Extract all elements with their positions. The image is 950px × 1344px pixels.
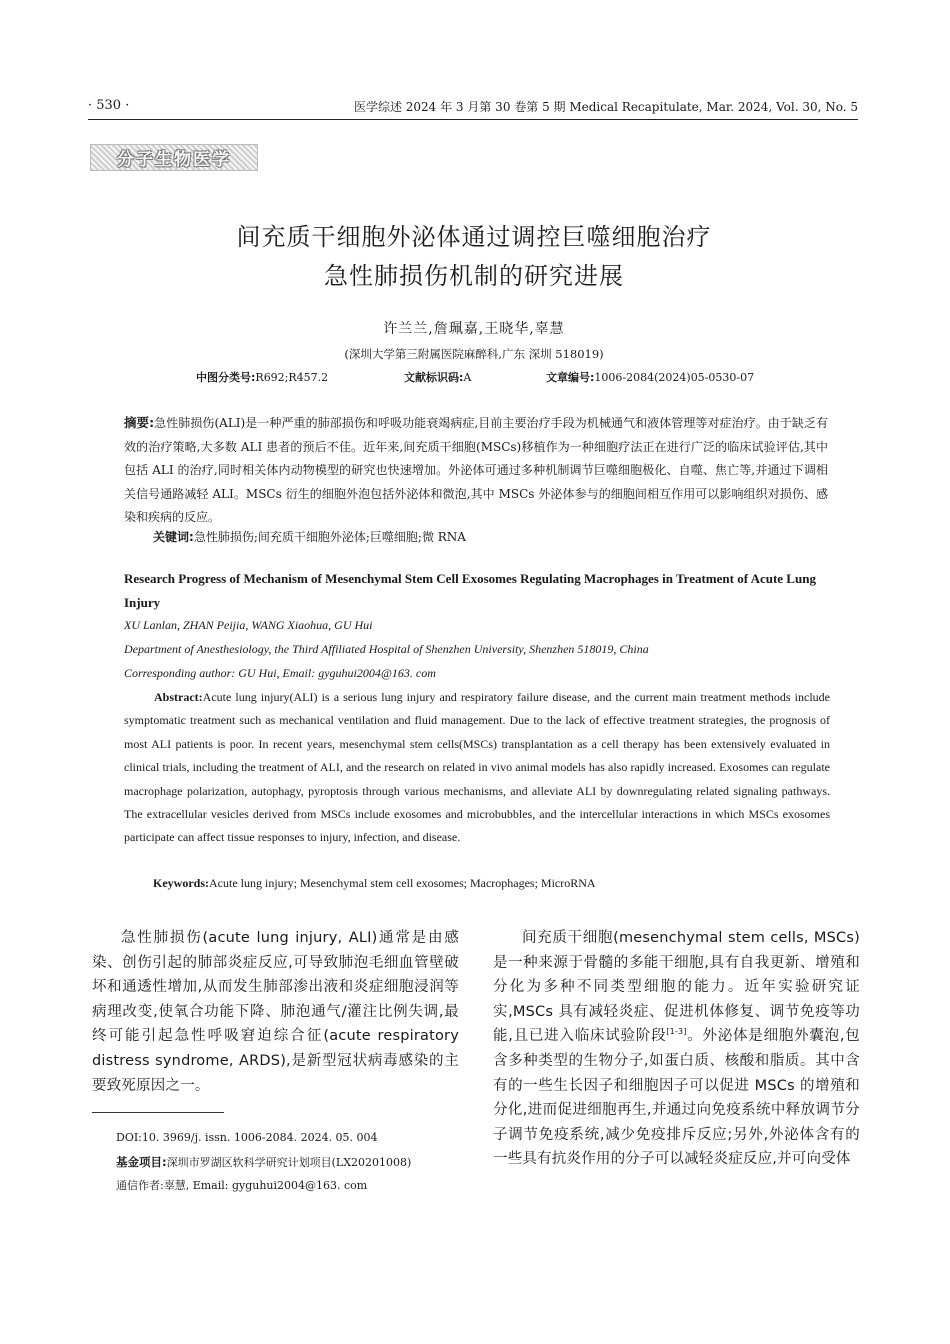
body-right-column xyxy=(493,926,860,1172)
authors: 许兰兰,詹珮嘉,王晓华,辜慧 xyxy=(383,321,565,337)
english-department: Department of Anesthesiology, the Third Affiliated Hospital of Shenzhen University, Shenzhen 518019, China xyxy=(124,642,649,656)
abstract-zh xyxy=(124,411,828,530)
footnote-rule xyxy=(92,1112,224,1113)
keywords-zh-label: 关键词: xyxy=(153,530,194,544)
abstract-en-label: Abstract: xyxy=(154,690,203,704)
doc-label: 文献标识码: xyxy=(404,371,464,384)
clc-number xyxy=(196,369,328,385)
abstract-en-text: Acute lung injury(ALI) is a serious lung injury and respiratory failure disease, and the current main treatment methods include symptomatic treatment such as mechanical ventilation and fluid management. Due to the lack of effective treatment strategies, the prognosis of most ALI patients is poor. In recent years, mesenchymal stem cells(MSCs) transplantation as a cell therapy has been extensively evaluated in clinical trials, including the treatment of ALI, and the research on related in vivo animal models has also rapidly increased. Exosomes can regulate macrophage polarization, autophagy, pyroptosis through various mechanisms, and alleviate ALI by downregulating related signaling pathways. The extracellular vesicles derived from MSCs include exosomes and microbubbles, and the intercellular interactions in which MSCs exosomes participate can affect tissue responses to injury, infection, and disease. xyxy=(124,690,830,845)
keywords-en xyxy=(153,876,596,891)
doc-value: A xyxy=(463,371,472,384)
footnote-corresponding: 通信作者:辜慧, Email: gyguhui2004@163. com xyxy=(116,1179,368,1192)
body-left-paragraph: 急性肺损伤(acute lung injury, ALI)通常是由感染、创伤引起的肺部炎症反应,可导致肺泡毛细血管壁破坏和通透性增加,从而发生肺部渗出液和炎症细胞浸润等病理改变,使氧合功能下降、肺泡通气/灌注比例失调,最终可能引起急性呼吸窘迫综合征(acute respiratory distress syndrome, ARDS),是新型冠状病毒感染的主要致死原因之一。 xyxy=(92,930,459,1094)
clc-value: R692;R457.2 xyxy=(255,371,329,384)
fund-label: 基金项目: xyxy=(116,1155,167,1169)
english-corresponding: Corresponding author: GU Hui, Email: gyguhui2004@163. com xyxy=(124,666,436,680)
article-number xyxy=(546,369,754,385)
body-right-part1: 间充质干细胞(mesenchymal stem cells, MSCs)是一种来源于骨髓的多能干细胞,具有自我更新、增殖和分化为多种不同类型细胞的能力。近年实验研究证实,MSCs 具有减轻炎症、促进机体修复、调节免疫等功能,且已进入临床试验阶段 xyxy=(493,930,860,1045)
title-line-1: 间充质干细胞外泌体通过调控巨噬细胞治疗 xyxy=(236,223,712,251)
abstract-zh-text: 急性肺损伤(ALI)是一种严重的肺部损伤和呼吸功能衰竭病症,目前主要治疗手段为机械通气和液体管理等对症治疗。由于缺乏有效的治疗策略,大多数 ALI 患者的预后不佳。近年来,间充质干细胞(MSCs)移植作为一种细胞疗法正在进行广泛的临床试验评估,其中包括 ALI 的治疗,同时相关体内动物模型的研究也快速增加。外泌体可通过多种机制调节巨噬细胞极化、自噬、焦亡等,并通过下调相关信号通路减轻 ALI。MSCs 衍生的细胞外泡包括外泌体和微泡,其中 MSCs 外泌体参与的细胞间相互作用可以影响组织对损伤、感染和疾病的反应。 xyxy=(124,416,828,524)
footnote-fund xyxy=(116,1154,411,1170)
keywords-en-label: Keywords: xyxy=(153,876,209,890)
keywords-zh xyxy=(153,528,466,545)
citation: [1-3] xyxy=(666,1027,687,1037)
section-tag xyxy=(90,144,258,171)
header-rule xyxy=(88,119,858,120)
article-label: 文章编号: xyxy=(546,371,595,384)
body-right-part2: 。外泌体是细胞外囊泡,包含多种类型的生物分子,如蛋白质、核酸和脂质。其中含有的一些生长因子和细胞因子可以促进 MSCs 的增殖和分化,进而促进细胞再生,并通过向免疫系统中释放调节分子调节免疫系统,减少免疫排斥反应;另外,外泌体含有的一些具有抗炎作用的分子可以减轻炎症反应,并可向受体 xyxy=(493,1028,860,1168)
title-line-2: 急性肺损伤机制的研究进展 xyxy=(324,262,624,290)
english-authors: XU Lanlan, ZHAN Peijia, WANG Xiaohua, GU Hui xyxy=(124,618,373,632)
journal-header: 医学综述 2024 年 3 月第 30 卷第 5 期 Medical Recapitulate, Mar. 2024, Vol. 30, No. 5 xyxy=(353,100,858,114)
english-title: Research Progress of Mechanism of Mesenchymal Stem Cell Exosomes Regulating Macrophages in Treatment of Acute Lung Injury xyxy=(124,571,816,610)
document-code xyxy=(404,369,471,385)
clc-label: 中图分类号: xyxy=(196,371,256,384)
article-value: 1006-2084(2024)05-0530-07 xyxy=(594,371,755,384)
keywords-en-text: Acute lung injury; Mesenchymal stem cell exosomes; Macrophages; MicroRNA xyxy=(209,876,596,890)
affiliation: (深圳大学第三附属医院麻醉科,广东 深圳 518019) xyxy=(344,347,604,361)
article-title xyxy=(90,218,858,296)
body-left-column xyxy=(92,926,459,1098)
keywords-zh-text: 急性肺损伤;间充质干细胞外泌体;巨噬细胞;微 RNA xyxy=(193,530,466,544)
page-number: · 530 · xyxy=(88,98,130,113)
footnote-doi: DOI:10. 3969/j. issn. 1006-2084. 2024. 05. 004 xyxy=(116,1131,378,1144)
abstract-zh-label: 摘要: xyxy=(124,415,155,430)
abstract-en xyxy=(124,686,830,850)
section-tag-label: 分子生物医学 xyxy=(117,150,231,170)
fund-text: 深圳市罗湖区软科学研究计划项目(LX20201008) xyxy=(166,1156,412,1169)
